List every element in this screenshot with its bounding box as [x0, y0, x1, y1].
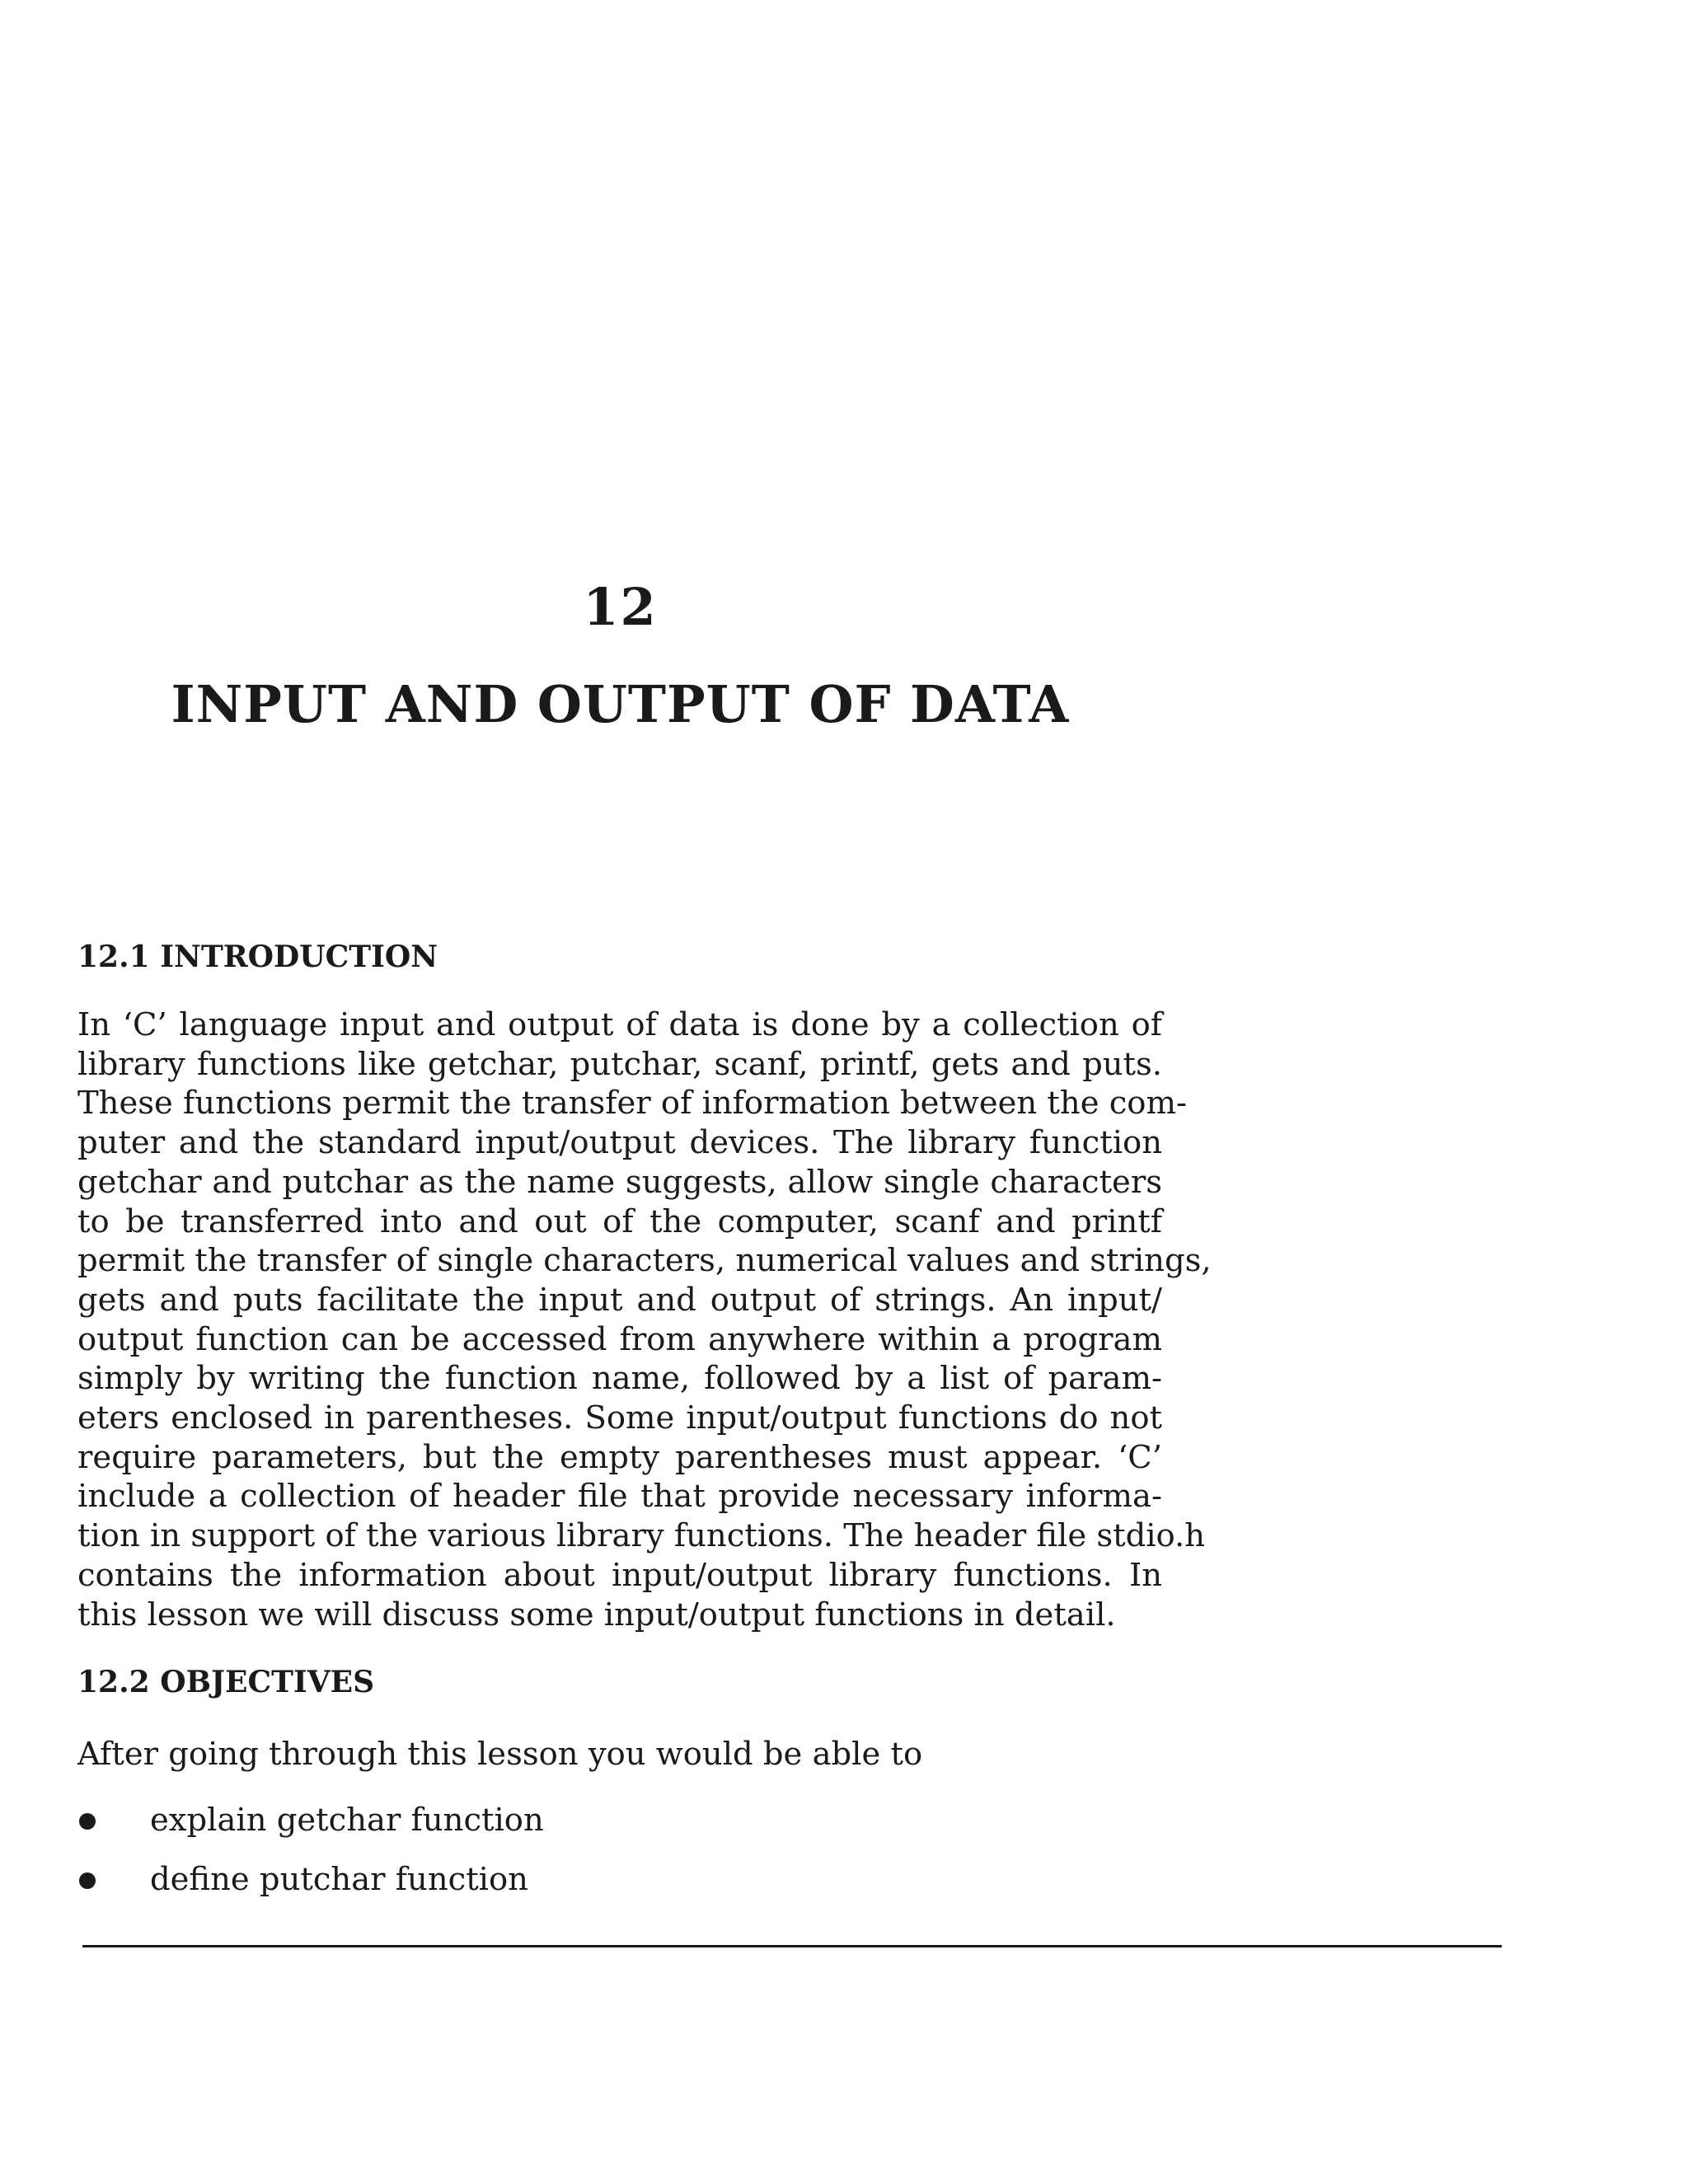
paragraph-line: permit the transfer of single characters, numerical values and strings,: [77, 1242, 1212, 1280]
paragraph-line: contains the information about input/output library functions. In: [77, 1556, 1162, 1594]
bullet-icon: [79, 1872, 96, 1889]
introduction-paragraph: [77, 1005, 1212, 1634]
section-heading-objectives: 12.2 OBJECTIVES: [77, 1665, 375, 1699]
paragraph-line: require parameters, but the empty parentheses must appear. ‘C’: [77, 1438, 1162, 1476]
section-heading-introduction: 12.1 INTRODUCTION: [77, 940, 438, 974]
paragraph-line: include a collection of header file that provide necessary informa-: [77, 1478, 1162, 1516]
chapter-number: 12: [583, 577, 658, 637]
paragraph-line: library functions like getchar, putchar, scanf, printf, gets and puts.: [77, 1045, 1162, 1083]
paragraph-line: gets and puts facilitate the input and output of strings. An input/: [77, 1281, 1162, 1319]
paragraph-line: simply by writing the function name, followed by a list of param-: [77, 1360, 1162, 1398]
horizontal-rule: [82, 1945, 1502, 1947]
paragraph-line: eters enclosed in parentheses. Some input/output functions do not: [77, 1399, 1162, 1437]
paragraph-line: output function can be accessed from anywhere within a program: [77, 1320, 1162, 1358]
bullet-icon: [79, 1813, 96, 1830]
chapter-title: INPUT AND OUTPUT OF DATA: [171, 674, 1070, 734]
paragraph-line: to be transferred into and out of the computer, scanf and printf: [77, 1202, 1162, 1240]
paragraph-line: puter and the standard input/output devices. The library function: [77, 1124, 1162, 1162]
paragraph-line: In ‘C’ language input and output of data is done by a collection of: [77, 1006, 1162, 1043]
paragraph-line: this lesson we will discuss some input/output functions in detail.: [77, 1596, 1116, 1633]
paragraph-line: getchar and putchar as the name suggests, allow single characters: [77, 1163, 1162, 1201]
objectives-lead: After going through this lesson you would be able to: [77, 1736, 923, 1773]
paragraph-line: These functions permit the transfer of information between the com-: [77, 1085, 1187, 1122]
paragraph-line: tion in support of the various library functions. The header file stdio.h: [77, 1517, 1206, 1555]
list-item-text: define putchar function: [150, 1861, 528, 1898]
list-item-text: explain getchar function: [150, 1802, 544, 1839]
